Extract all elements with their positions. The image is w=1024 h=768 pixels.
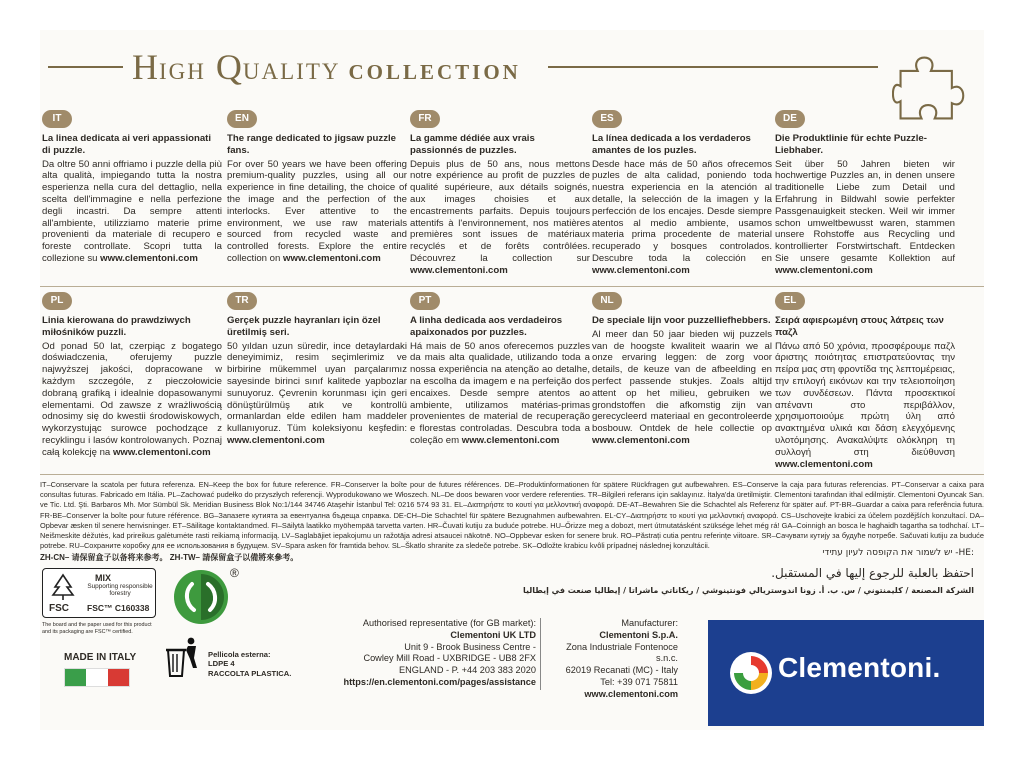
trash-bin-person-icon — [166, 636, 200, 680]
packaging-disposal — [208, 650, 291, 678]
lang-block-pl — [42, 292, 222, 459]
fsc-tree-icon — [49, 573, 77, 601]
pellicola-label: Pellicola esterna: — [208, 650, 271, 659]
clementoni-logo — [708, 620, 984, 726]
fsc-code: FSC™ C160338 — [87, 603, 150, 613]
lang-body — [775, 159, 955, 277]
lang-block-it — [42, 110, 222, 265]
keep-box-text: IT–Conservare la scatola per futura referenza. EN–Keep the box for future reference. FR–Conserver la boîte pour de futures références. DE–Produktinformationen für spätere Rückfragen gut aufbewahren. ES–Conserve la caja para futuras referencias. PT–Conservar a caixa para consultas futuras. Fabricado em Itália. PL–Zachować pudełko do przyszłych referencji. Wyprodukowano we Włoszech. NL–De doos bewaren voor verdere referenties. TR–Bilgileri referans için saklayınız. İtalya'da üretilmiştir. Clementoni tarafından ithal edilmiştir. Clementoni Oyuncak San. ve Tic. Ltd. Şti. Barbaros Mh. Mor Sümbül Sk. Meridian Business Blok No:1/144 34746 Ataşehir İstanbul Tel: 0216 574 93 31. EL–Διατηρήστε το κουτί για μελλοντική αναφορά. DE-AT–Bewahren Sie die Schachtel als Referenz für später auf. PT-BR–Guardar a caixa para referência futura. FR-BE–Conserver la boîte pour future référence. BG–Запазете кутията за евентуална бъдеща справка. DE-CH–Die Schachtel für spätere Bezugnahmen aufbewahren. EL-CY–Διατηρήστε το κουτί για μελλοντική αναφορά. CS–Uschovejte krabici za účelem pozdějších konzultací. DA–Opbevar æsken til senere henvisninger. ET–Säilitage kontaktandmed. FI–Säilytä laatikko myöhempää tarvetta varten. HR–Čuvati kutiju za buduće potrebe. HU–Őrizze meg a dobozt, mert útmutatásként szüksége lehet még rá! GA–Coinnigh an bosca le haghaidh tagartha sa todhchaí. LT–Neišmeskite dėžutės, kad prireikus galėtumėte rasti reikiamą informaciją. LV–Saglabājiet iepakojumu un ražotāja adresi atsaucei nākotnē. NO–Oppbevar esken for senere bruk. RO–Păstrați cutia pentru referințe viitoare. SR–Сачувати кутију за будуће потребе. Sačuvati kutiju za buduće potrebe. RU–Сохраните коробку для ее использования в будущем. SV–Spara asken för framtida behov. SL–Škatlo shranite za sledeče potrebe. SK–Odložte krabicu kvôli prípadnej následnej konzultácii. — [40, 480, 984, 551]
info-divider — [540, 618, 541, 690]
lang-heading: The range dedicated to jigsaw puzzle fans. — [227, 133, 396, 156]
flag-green — [65, 669, 86, 686]
header-rule-right — [548, 66, 878, 68]
title-collection: COLLECTION — [348, 60, 521, 84]
made-in-italy: MADE IN ITALY — [64, 652, 137, 663]
lang-url: www.clementoni.com — [227, 434, 325, 446]
lang-body — [227, 341, 407, 447]
lang-url: www.clementoni.com — [112, 446, 211, 458]
fsc-mix: MIX — [95, 573, 112, 583]
lang-text: Desde hace más de 50 años ofrecemos puzles de alta calidad, poniendo toda nuestra experiencia en la atención al detalle, la selección de la imagen y la perfección de los encajes. Desde siempre atentos al medio ambiente, usamos materia prima procedente de material recuperado y bosques controlados. Descubre toda la colección en — [592, 158, 772, 264]
lang-block-fr — [410, 110, 590, 277]
lang-heading: Σειρά αφιερωμένη στους λάτρεις των παζλ — [775, 315, 944, 338]
lang-url: www.clementoni.com — [775, 264, 873, 276]
lang-text: Depuis plus de 50 ans, nous mettons notre expérience au profit de puzzles de qualité supérieure, aux détails soignés, aux images choisies et aux encastrements parfaits. Depuis toujours attentifs à l'environnement, nos matières premières sont issues de matériaux recyclés et de forêts contrôlées. Découvrez la collection sur — [410, 158, 590, 264]
header-rule-left — [48, 66, 123, 68]
auth-label: Authorised representative (for GB market): — [362, 618, 536, 628]
auth-address-3: ENGLAND - P. +44 203 383 2020 — [399, 665, 536, 676]
fsc-supporting: Supporting responsible forestry — [87, 583, 153, 598]
lang-url: www.clementoni.com — [410, 264, 508, 276]
lang-block-en — [227, 110, 407, 265]
title-uality: UALITY — [242, 59, 341, 84]
lang-text: Há mais de 50 anos oferecemos puzzles da mais alta qualidade, utilizando toda a nossa experiência na atenção ao detalhe, na escolha da imagem e na perfeição dos encaixes. Desde sempre atentos ao ambiente, utilizamos matérias-primas provenientes de material de recuperação e florestas controladas. Descubra toda a coleção em — [410, 340, 590, 446]
lang-heading: Die Produktlinie für echte Puzzle-Liebhaber. — [775, 133, 927, 156]
title-igh: IGH — [159, 59, 206, 84]
auth-name: Clementoni UK LTD — [450, 629, 536, 640]
lang-block-nl — [592, 292, 772, 447]
pellicola-material: LDPE 4 — [208, 659, 235, 669]
keep-box-zh: ZH-CN– 请保留盒子以备将来参考。 ZH-TW– 請保留盒子以備將來參考。 — [40, 553, 299, 563]
section-divider — [40, 474, 984, 475]
lang-heading: De speciale lijn voor puzzelliefhebbers. — [592, 315, 771, 326]
lang-text: Al meer dan 50 jaar bieden wij puzzels van de hoogste kwaliteit waarin we al onze ervaring leggen: de zorg voor details, de keuze van de afbeelding en perfect passende stukjes. Zoals altijd attent op het milieu, gebruiken we grondstoffen die afkomstig zijn van gerecycleerd materiaal en gecontroleerde bosbouw. Ontdek de hele collectie op — [592, 328, 772, 435]
lang-block-tr — [227, 292, 407, 447]
lang-text: For over 50 years we have been offering premium-quality puzzles, using all our experience in fine detailing, the choice of the image and the perfection of the interlocks. Ever attentive to the environment, we use raw materials sourced from recycled waste and controlled forests. Explore the entire collection on — [227, 158, 407, 264]
header — [40, 38, 984, 98]
lang-badge: DE — [775, 110, 805, 128]
manu-label: Manufacturer: — [621, 618, 678, 628]
collection-title — [132, 46, 521, 88]
fsc-badge — [42, 568, 156, 618]
fsc-note: The board and the paper used for this product and its packaging are FSC™ certified. — [42, 622, 152, 635]
lang-url: www.clementoni.com — [461, 434, 560, 446]
lang-heading: A linha dedicada aos verdadeiros apaixonados por puzzles. — [410, 315, 563, 338]
lang-block-de — [775, 110, 955, 277]
lang-badge: PT — [410, 292, 440, 310]
keep-box-he: :HE- יש לשמור את הקופסה לעיון עתידי — [822, 548, 974, 558]
box-back-panel — [40, 30, 984, 730]
lang-text: Da oltre 50 anni offriamo i puzzle della più alta qualità, impiegando tutta la nostra esperienza nella cura del dettaglio, nella scelta dell'immagine e nella perfezione degli incastri. Da sempre attenti all'ambiente, utilizziamo materie prime provenienti da materiale di recupero e foreste controllate. Scopri tutta la collezione su — [42, 158, 222, 264]
lang-badge: EN — [227, 110, 257, 128]
lang-body — [410, 159, 590, 277]
lang-url: www.clementoni.com — [283, 252, 381, 264]
lang-block-el — [775, 292, 955, 470]
registered-mark: ® — [230, 566, 239, 580]
flag-red — [108, 669, 129, 686]
flag-white — [86, 669, 107, 686]
manufacturer — [544, 618, 678, 701]
keep-box-ar: احتفظ بالعلبة للرجوع إليها في المستقبل. — [771, 566, 974, 580]
title-letter-q: Q — [205, 47, 243, 87]
lang-url: www.clementoni.com — [100, 252, 198, 264]
lang-heading: La línea dedicada a los verdaderos amantes de los puzles. — [592, 133, 751, 156]
lang-heading: La gamme dédiée aux vrais passionnés de puzzles. — [410, 133, 535, 156]
lang-badge: IT — [42, 110, 72, 128]
lang-badge: TR — [227, 292, 257, 310]
auth-address-2: Cowley Mill Road - UXBRIDGE - UB8 2FX — [363, 653, 536, 664]
lang-body — [227, 159, 407, 265]
lang-text: Πάνω από 50 χρόνια, προσφέρουμε παζλ άριστης ποιότητας επιστρατεύοντας την πείρα μας στη φροντίδα της λεπτομέρειας, την επιλογή εικόνων και την τελειοποίηση των συνδέσεων. Πάντα προσεκτικοί απέναντι στο περιβάλλον, χρησιμοποιούμε πρώτη ύλη από ανακτημένα υλικά και δάση ελεγχόμενης υλοτόμησης. Ανακαλύψτε ολόκληρη τη συλλογή στη διεύθυνση — [775, 340, 955, 458]
auth-url[interactable]: https://en.clementoni.com/pages/assistance — [343, 676, 536, 687]
lang-text: Seit über 50 Jahren bieten wir hochwertige Puzzles an, in denen unsere traditionelle Liebe zum Detail und Erfahrung in Bildwahl sowie perfekter Passgenauigkeit stecken. Weil wir immer schon umweltbewusst waren, stammen unsere Rohstoffe aus Recycling und kontrollierter Forstwirtschaft. Entdecken Sie unsere gesamte Kollektion auf — [775, 158, 955, 264]
lang-text: 50 yıldan uzun süredir, ince detaylardaki deneyimimiz, resim seçimlerimiz ve birbirine mükemmel uyan parçalarımız sayesinde birinci sınıf kalitede yapbozlar sunuyoruz. Çevrenin korunması için geri dönüştürülmüş atık ve kontrollü ormanlardan elde edilen ham maddeler kullanıyoruz. Tüm koleksiyonu keşfedin: — [227, 340, 407, 435]
lang-badge: EL — [775, 292, 805, 310]
lang-badge: ES — [592, 110, 622, 128]
manu-phone: Tel: +39 071 75811 — [600, 676, 678, 687]
lang-heading: Gerçek puzzle hayranları için özel üretilmiş seri. — [227, 315, 381, 338]
lang-body — [42, 159, 222, 265]
manu-url[interactable]: www.clementoni.com — [584, 688, 678, 699]
manu-address-1: Zona Industriale Fontenoce s.n.c. — [566, 641, 678, 664]
title-letter-h: H — [132, 47, 159, 87]
pellicola-collection: RACCOLTA PLASTICA. — [208, 668, 292, 678]
lang-url: www.clementoni.com — [775, 458, 873, 470]
green-dot-recycle-icon — [172, 568, 230, 626]
lang-url: www.clementoni.com — [592, 264, 690, 276]
lang-body — [42, 341, 222, 459]
lang-body — [592, 159, 772, 277]
italy-flag — [64, 668, 130, 687]
lang-heading: Linia kierowana do prawdziwych miłośników puzzli. — [42, 315, 191, 338]
lang-heading: La linea dedicata ai veri appassionati di puzzle. — [42, 133, 212, 156]
lang-block-pt — [410, 292, 590, 447]
clementoni-wordmark: Clementoni. — [778, 652, 941, 683]
lang-body — [592, 329, 772, 447]
lang-badge: NL — [592, 292, 622, 310]
lang-text: Od ponad 50 lat, czerpiąc z bogatego doświadczenia, oferujemy puzzle najwyższej jakości, dopracowane w każdym szczególe, z pieczołowicie dobraną grafiką i idealnie dopasowanymi elementami. Od zawsze z wrażliwością odnosimy się do kwestii środowiskowych, wykorzystując surowce pochodzące z recyklingu i lasów kontrolowanych. Poznaj całą kolekcję na — [42, 340, 222, 458]
manu-address-2: 62019 Recanati (MC) - Italy — [565, 665, 678, 676]
lang-badge: FR — [410, 110, 440, 128]
fsc-label: FSC — [49, 603, 69, 614]
auth-address-1: Unit 9 - Brook Business Centre - — [404, 641, 536, 652]
authorised-representative — [298, 618, 536, 689]
lang-badge: PL — [42, 292, 72, 310]
lang-url: www.clementoni.com — [592, 434, 690, 446]
manufacturer-ar: الشركة المصنعة / كليمنتوني / س. ب. أ. زونا اندوستريالي فونتينوشي / ريكاناتي ماشراتا / إيطاليا صنعت في إيطاليا — [523, 586, 974, 595]
manu-name: Clementoni S.p.A. — [599, 629, 678, 640]
lang-body — [775, 341, 955, 471]
lang-body — [410, 341, 590, 447]
clementoni-circle-icon — [728, 650, 774, 696]
lang-block-es — [592, 110, 772, 277]
row-divider — [40, 286, 984, 287]
